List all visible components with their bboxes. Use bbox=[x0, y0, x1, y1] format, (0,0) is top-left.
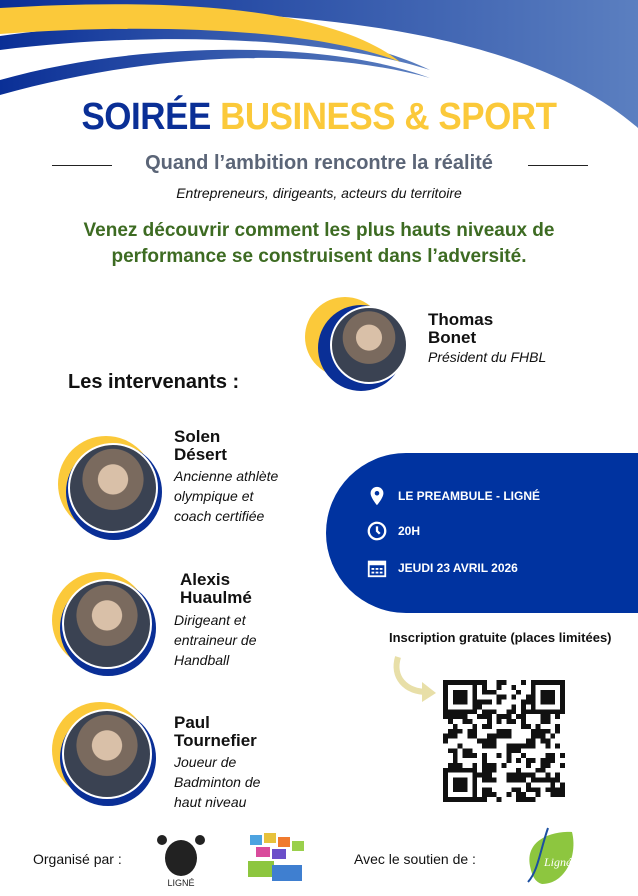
speaker-name: Paul Tournefier bbox=[174, 713, 257, 750]
speaker-photo-solen bbox=[68, 443, 158, 533]
svg-text:Ligné: Ligné bbox=[544, 855, 572, 869]
speaker-photo-thomas bbox=[330, 306, 408, 384]
speaker-name: Thomas Bonet bbox=[428, 310, 494, 347]
supported-by-label: Avec le soutien de : bbox=[354, 851, 476, 867]
clock-icon bbox=[366, 520, 388, 542]
speaker-photo-paul bbox=[62, 709, 152, 799]
speaker-role: Joueur de Badminton de haut niveau bbox=[174, 754, 261, 810]
speaker-role: Ancienne athlète olympique et coach certifiée bbox=[174, 468, 279, 524]
event-time: 20H bbox=[366, 520, 420, 542]
lign-energie-logo bbox=[246, 833, 308, 889]
event-date: JEUDI 23 AVRIL 2026 bbox=[366, 557, 518, 579]
event-location: LE PREAMBULE - LIGNÉ bbox=[366, 485, 540, 507]
arrow-icon bbox=[390, 652, 440, 707]
subtitle: Quand l’ambition rencontre la réalité bbox=[145, 152, 493, 174]
fhb-ligne-logo bbox=[150, 828, 212, 888]
speaker-role: Président du FHBL bbox=[428, 349, 547, 365]
speaker-photo-alexis bbox=[62, 579, 152, 669]
event-title: SOIRÉE BUSINESS & SPORT bbox=[81, 96, 557, 138]
registration-qr-code[interactable] bbox=[443, 680, 565, 802]
speaker-name: Alexis Huaulmé bbox=[180, 570, 252, 607]
location-pin-icon bbox=[366, 485, 388, 507]
calendar-icon bbox=[366, 557, 388, 579]
ligne-town-logo bbox=[520, 826, 580, 890]
event-info-panel bbox=[326, 453, 638, 613]
pitch: Venez découvrir comment les plus hauts niveaux de performance se construisent dans l’adversité. bbox=[83, 220, 555, 267]
audience: Entrepreneurs, dirigeants, acteurs du territoire bbox=[176, 185, 462, 201]
speaker-name: Solen Désert bbox=[174, 427, 227, 464]
svg-text:LIGNÉ: LIGNÉ bbox=[167, 878, 195, 888]
speakers-heading: Les intervenants : bbox=[68, 371, 240, 393]
organized-by-label: Organisé par : bbox=[33, 851, 122, 867]
speaker-role: Dirigeant et entraineur de Handball bbox=[174, 612, 257, 668]
registration-text: Inscription gratuite (places limitées) bbox=[389, 630, 612, 645]
